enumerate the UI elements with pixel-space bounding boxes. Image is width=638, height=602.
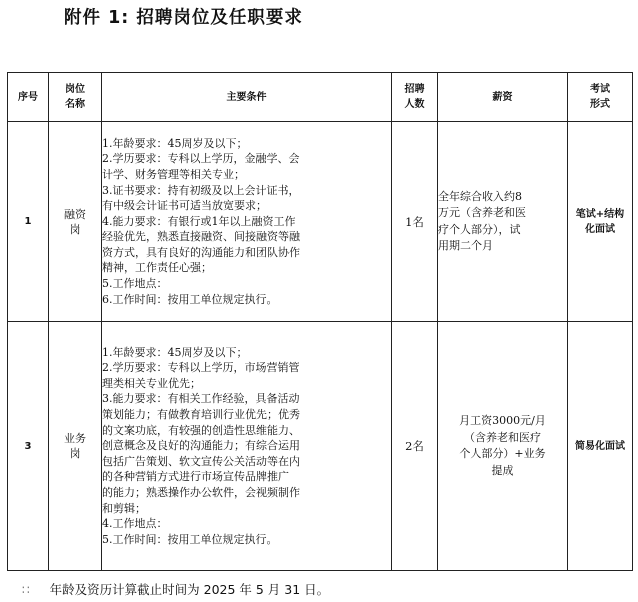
row-exam — [568, 322, 633, 571]
exam-line: 化面试 — [585, 223, 615, 235]
condition-line: 5.工作地点： — [102, 277, 168, 291]
header-post-line2: 名称 — [65, 99, 85, 110]
post-name-line2: 岗 — [69, 447, 81, 460]
condition-line: 的文案功底，有较强的创造性思维能力、 — [102, 423, 300, 437]
row-index: 1 — [8, 122, 49, 322]
table-row — [8, 322, 633, 571]
post-name-line2: 岗 — [69, 222, 81, 236]
condition-line: 3.证书要求：持有初级及以上会计证书， — [102, 183, 300, 197]
header-count-line1: 招聘 — [404, 84, 425, 95]
header-post — [49, 73, 102, 122]
condition-line: 创意概念及良好的沟通能力；有综合运用 — [102, 439, 300, 453]
footnote-text: 年龄及资历计算截止时间为 2025 年 5 月 31 日。 — [49, 582, 330, 597]
salary-line: 万元（含养老和医 — [438, 206, 526, 219]
condition-line: 2.学历要求：专科以上学历，市场营销管 — [102, 361, 300, 375]
condition-line: 理类相关专业优先； — [102, 376, 201, 390]
condition-line: 1.年龄要求：45周岁及以下； — [102, 345, 248, 359]
header-count — [392, 73, 438, 122]
condition-line: 经验优先，熟悉直接融资、间接融资等融 — [102, 230, 300, 244]
condition-line: 6.工作时间：按用工单位规定执行。 — [102, 292, 278, 306]
condition-line: 1.年龄要求：45周岁及以下； — [102, 136, 248, 150]
row-count: 2名 — [392, 322, 438, 571]
salary-line: 疗个人部分），试 — [438, 222, 521, 236]
row-exam — [568, 122, 633, 322]
post-name-line1: 业务 — [64, 432, 86, 445]
salary-line: 月工资3000元/月 — [459, 414, 546, 427]
condition-line: 5.工作时间：按用工单位规定执行。 — [102, 532, 278, 546]
header-post-line1: 岗位 — [65, 84, 85, 95]
condition-line: 精神，工作责任心强； — [102, 261, 212, 275]
header-exam-line2: 形式 — [590, 99, 610, 110]
row-post-name — [49, 122, 102, 322]
condition-line: 3.能力要求：有相关工作经验，具备活动 — [102, 392, 300, 406]
post-name-line1: 融资 — [64, 207, 86, 221]
condition-line: 包括广告策划、软文宣传公关活动等在内 — [102, 454, 300, 468]
condition-line: 的各种营销方式进行市场宣传品牌推广 — [102, 470, 289, 484]
salary-line: 提成 — [491, 463, 514, 477]
table-header-row — [8, 73, 633, 122]
salary-line: 全年综合收入约8 — [438, 189, 522, 203]
condition-line: 有中级会计证书可适当放宽要求； — [102, 199, 267, 213]
footnote — [22, 580, 329, 598]
header-index: 序号 — [8, 73, 49, 122]
row-index: 3 — [8, 322, 49, 571]
header-count-line2: 人数 — [404, 99, 425, 110]
row-conditions — [102, 122, 392, 322]
header-exam — [568, 73, 633, 122]
condition-line: 4.工作地点： — [102, 517, 168, 531]
row-salary — [438, 322, 568, 571]
condition-line: 资方式，具有良好的沟通能力和团队协作 — [102, 245, 300, 259]
salary-line: 用期二个月 — [438, 239, 493, 252]
exam-line: 简易化面试 — [575, 440, 625, 452]
condition-line: 2.学历要求：专科以上学历，金融学、会 — [102, 152, 300, 166]
condition-line: 策划能力；有做教育培训行业优先；优秀 — [102, 408, 300, 422]
drag-handle-icon: ∷ — [22, 583, 30, 597]
header-salary: 薪资 — [438, 73, 568, 122]
condition-line: 计学、财务管理等相关专业； — [102, 167, 245, 181]
row-salary — [438, 122, 568, 322]
salary-line: （含养老和医疗 — [464, 430, 541, 444]
exam-line: 笔试+结构 — [575, 208, 625, 220]
condition-line: 的能力；熟悉操作办公软件，会视频制作 — [102, 485, 300, 499]
table-row — [8, 122, 633, 322]
salary-line: 个人部分）+业务 — [459, 447, 546, 460]
page-title: 附件 1: 招聘岗位及任职要求 — [64, 8, 303, 28]
row-post-name — [49, 322, 102, 571]
condition-line: 和剪辑； — [102, 501, 146, 515]
header-exam-line1: 考试 — [590, 84, 610, 95]
recruitment-table — [7, 72, 633, 571]
row-conditions — [102, 322, 392, 571]
header-conditions: 主要条件 — [102, 73, 392, 122]
row-count: 1名 — [392, 122, 438, 322]
condition-line: 4.能力要求：有银行或1年以上融资工作 — [102, 214, 296, 228]
